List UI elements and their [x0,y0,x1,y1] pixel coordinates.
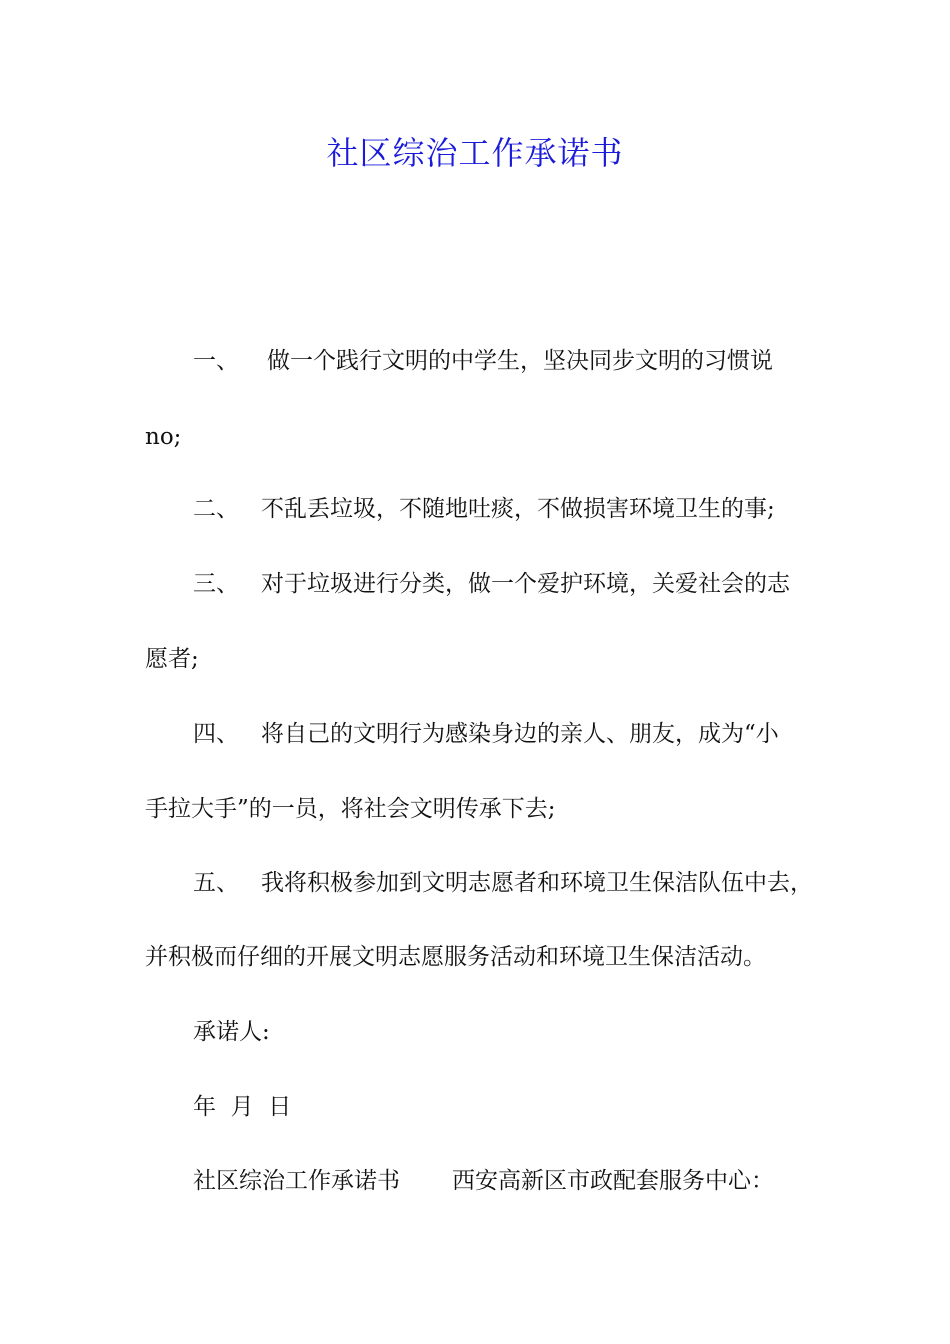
item-1-continuation: no; [145,424,182,450]
item-1-first-line [193,346,773,376]
footer-recipient: 西安高新区市政配套服务中心： [452,1168,774,1194]
item-5-number: 五、 [193,870,239,896]
item-3-first-line [193,569,790,599]
item-4-number: 四、 [193,721,239,747]
item-5-first-line [193,868,813,898]
item-4-continuation: 手拉大手”的一员，将社会文明传承下去; [145,796,556,822]
item-5-continuation: 并积极而仔细的开展文明志愿服务活动和环境卫生保洁活动。 [145,944,766,970]
item-4-text: 将自己的文明行为感染身边的亲人、朋友，成为“小 [261,721,779,747]
signer-label: 承诺人: [193,1019,270,1045]
date-label: 年 月 日 [193,1094,292,1120]
item-3-continuation: 愿者; [145,646,199,672]
item-1-number: 一、 [193,348,239,374]
footer-document-name: 社区综治工作承诺书 [193,1168,400,1194]
item-2-line [193,494,775,524]
item-3-number: 三、 [193,571,239,597]
item-3-text: 对于垃圾进行分类，做一个爱护环境，关爱社会的志 [261,571,790,597]
item-4-first-line [193,719,779,749]
item-5-text: 我将积极参加到文明志愿者和环境卫生保洁队伍中去， [261,870,813,896]
document-title: 社区综治工作承诺书 [326,134,624,172]
footer-line [193,1166,774,1196]
item-2-number: 二、 [193,496,239,522]
item-1-text: 做一个践行文明的中学生，坚决同步文明的习惯说 [267,348,773,374]
item-2-text: 不乱丢垃圾，不随地吐痰，不做损害环境卫生的事; [261,496,775,522]
